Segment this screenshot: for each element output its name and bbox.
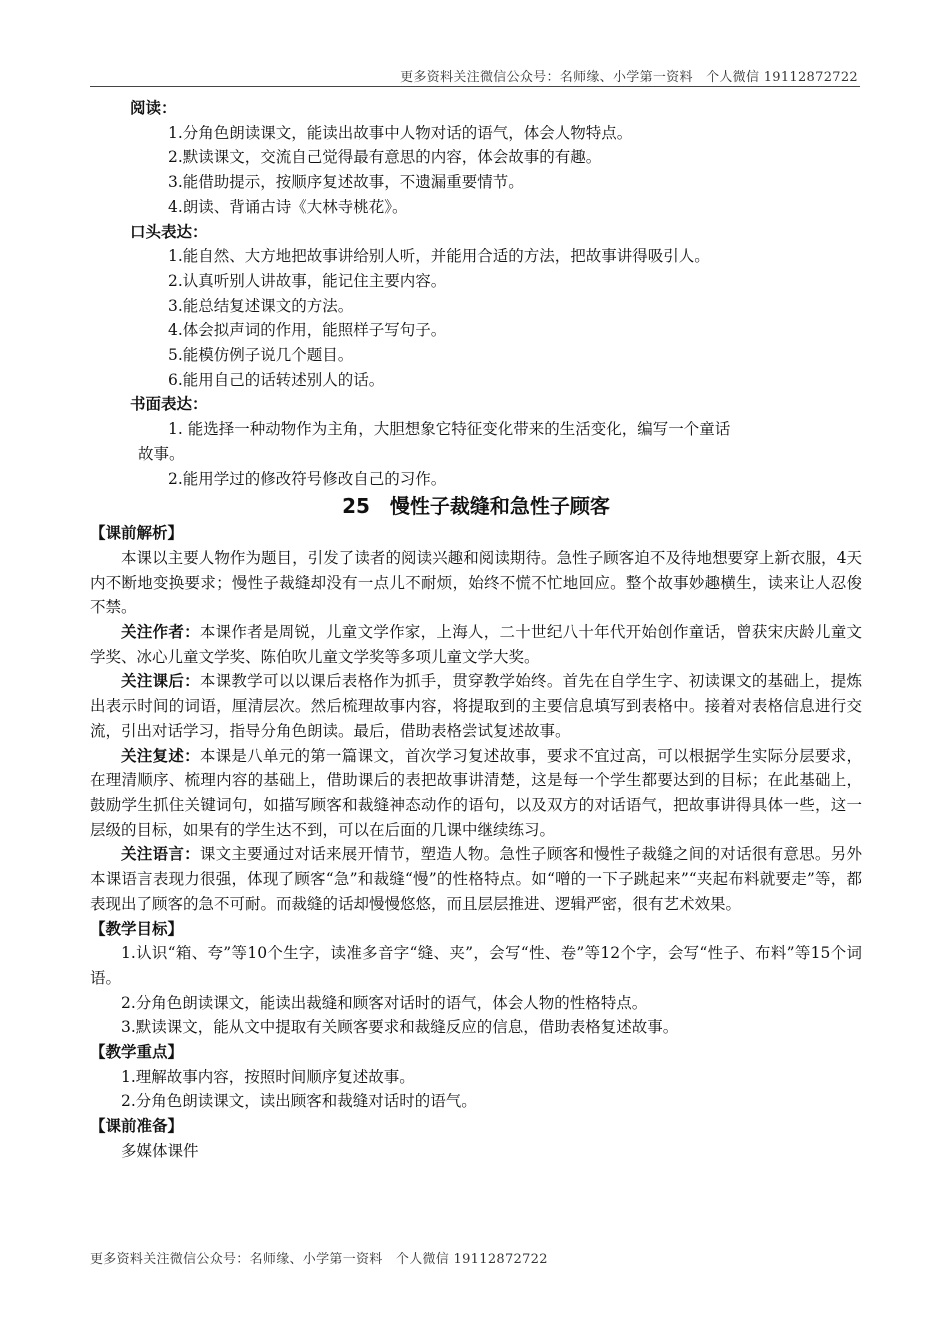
- after-class-text: 本课教学可以以课后表格作为抓手，贯穿教学始终。首先在自学生字、初读课文的基础上，提炼出表示时间的词语，厘清层次。然后梳理故事内容，将提取到的主要信息填写到表格中。接着对表格信息进行交流，引出对话学习，指导分角色朗读。最后，借助表格尝试复述故事。: [90, 672, 862, 740]
- document-body: [90, 96, 862, 1164]
- key-point-item: 1.理解故事内容，按照时间顺序复述故事。: [121, 1067, 415, 1086]
- oral-heading: 口头表达：: [130, 222, 208, 241]
- written-item: 2.能用学过的修改符号修改自己的习作。: [168, 469, 447, 488]
- oral-item: 6.能用自己的话转述别人的话。: [168, 370, 385, 389]
- author-paragraph: [90, 620, 862, 669]
- objective-item: 1.认识“箱、夸”等10个生字，读准多音字“缝、夹”，会写“性、卷”等12个字，会写“性子、布料”等15个词语。: [90, 944, 862, 987]
- analysis-heading: 【课前解析】: [90, 524, 184, 543]
- objective-item: 3.默读课文，能从文中提取有关顾客要求和裁缝反应的信息，借助表格复述故事。: [121, 1018, 679, 1037]
- objective-item: 2.分角色朗读课文，能读出裁缝和顾客对话时的语气，体会人物的性格特点。: [121, 993, 648, 1012]
- retell-text: 本课是八单元的第一篇课文，首次学习复述故事，要求不宜过高，可以根据学生实际分层要求，在理清顺序、梳理内容的基础上，借助课后的表把故事讲清楚，这是每一个学生都要达到的目标；在此基础上，鼓励学生抓住关键词句，如描写顾客和裁缝神态动作的语句，以及双方的对话语气，把故事讲得具体一些，这一层级的目标，如果有的学生达不到，可以在后面的几课中继续练习。: [90, 746, 862, 839]
- language-text: 课文主要通过对话来展开情节，塑造人物。急性子顾客和慢性子裁缝之间的对话很有意思。另外本课语言表现力很强，体现了顾客“急”和裁缝“慢”的性格特点。如“噌的一下子跳起来”“夹起布料就要走”等，都表现出了顾客的急不可耐。而裁缝的话却慢慢悠悠，而且层层推进、逻辑严密，很有艺术效果。: [90, 845, 862, 913]
- reading-item: 1.分角色朗读课文，能读出故事中人物对话的语气，体会人物特点。: [168, 123, 633, 142]
- reading-item: 2.默读课文，交流自己觉得最有意思的内容，体会故事的有趣。: [168, 148, 602, 167]
- objectives-heading: 【教学目标】: [90, 919, 184, 938]
- author-label: 关注作者：: [121, 623, 200, 642]
- page-header: 更多资料关注微信公众号：名师缘、小学第一资料 个人微信 19112872722: [400, 70, 858, 85]
- lesson-title: 25 慢性子裁缝和急性子顾客: [342, 494, 610, 519]
- oral-item: 3.能总结复述课文的方法。: [168, 296, 354, 315]
- preparation-text: 多媒体课件: [121, 1141, 199, 1160]
- reading-heading: 阅读：: [130, 99, 177, 117]
- after-class-label: 关注课后：: [121, 672, 200, 691]
- written-item: 1. 能选择一种动物作为主角，大胆想象它特征变化带来的生活变化，编写一个童话: [168, 420, 731, 439]
- after-class-paragraph: [90, 669, 862, 743]
- language-paragraph: [90, 842, 862, 916]
- oral-item: 4.体会拟声词的作用，能照样子写句子。: [168, 321, 447, 340]
- page-footer: 更多资料关注微信公众号：名师缘、小学第一资料 个人微信 19112872722: [90, 1252, 548, 1267]
- oral-item: 1.能自然、大方地把故事讲给别人听，并能用合适的方法，把故事讲得吸引人。: [168, 247, 710, 266]
- reading-item: 4.朗读、背诵古诗《大林寺桃花》。: [168, 197, 408, 216]
- oral-item: 5.能模仿例子说几个题目。: [168, 346, 354, 365]
- header-divider: [90, 86, 860, 87]
- preparation-heading: 【课前准备】: [90, 1117, 184, 1136]
- key-point-item: 2.分角色朗读课文，读出顾客和裁缝对话时的语气。: [121, 1092, 477, 1111]
- key-points-heading: 【教学重点】: [90, 1043, 184, 1062]
- analysis-intro: 本课以主要人物作为题目，引发了读者的阅读兴趣和阅读期待。急性子顾客迫不及待地想要穿上新衣服，4天内不断地变换要求；慢性子裁缝却没有一点儿不耐烦，始终不慌不忙地回应。整个故事妙趣横生，读来让人忍俊不禁。: [90, 548, 862, 617]
- retell-label: 关注复述：: [121, 746, 200, 765]
- reading-item: 3.能借助提示，按顺序复述故事，不遗漏重要情节。: [168, 173, 524, 192]
- oral-item: 2.认真听别人讲故事，能记住主要内容。: [168, 271, 447, 290]
- language-label: 关注语言：: [121, 845, 200, 864]
- written-heading: 书面表达：: [130, 395, 208, 414]
- retell-paragraph: [90, 744, 862, 843]
- author-text: 本课作者是周锐，儿童文学作家，上海人，二十世纪八十年代开始创作童话，曾获宋庆龄儿童文学奖、冰心儿童文学奖、陈伯吹儿童文学奖等多项儿童文学大奖。: [90, 623, 862, 666]
- written-item-continued: 故事。: [138, 444, 185, 463]
